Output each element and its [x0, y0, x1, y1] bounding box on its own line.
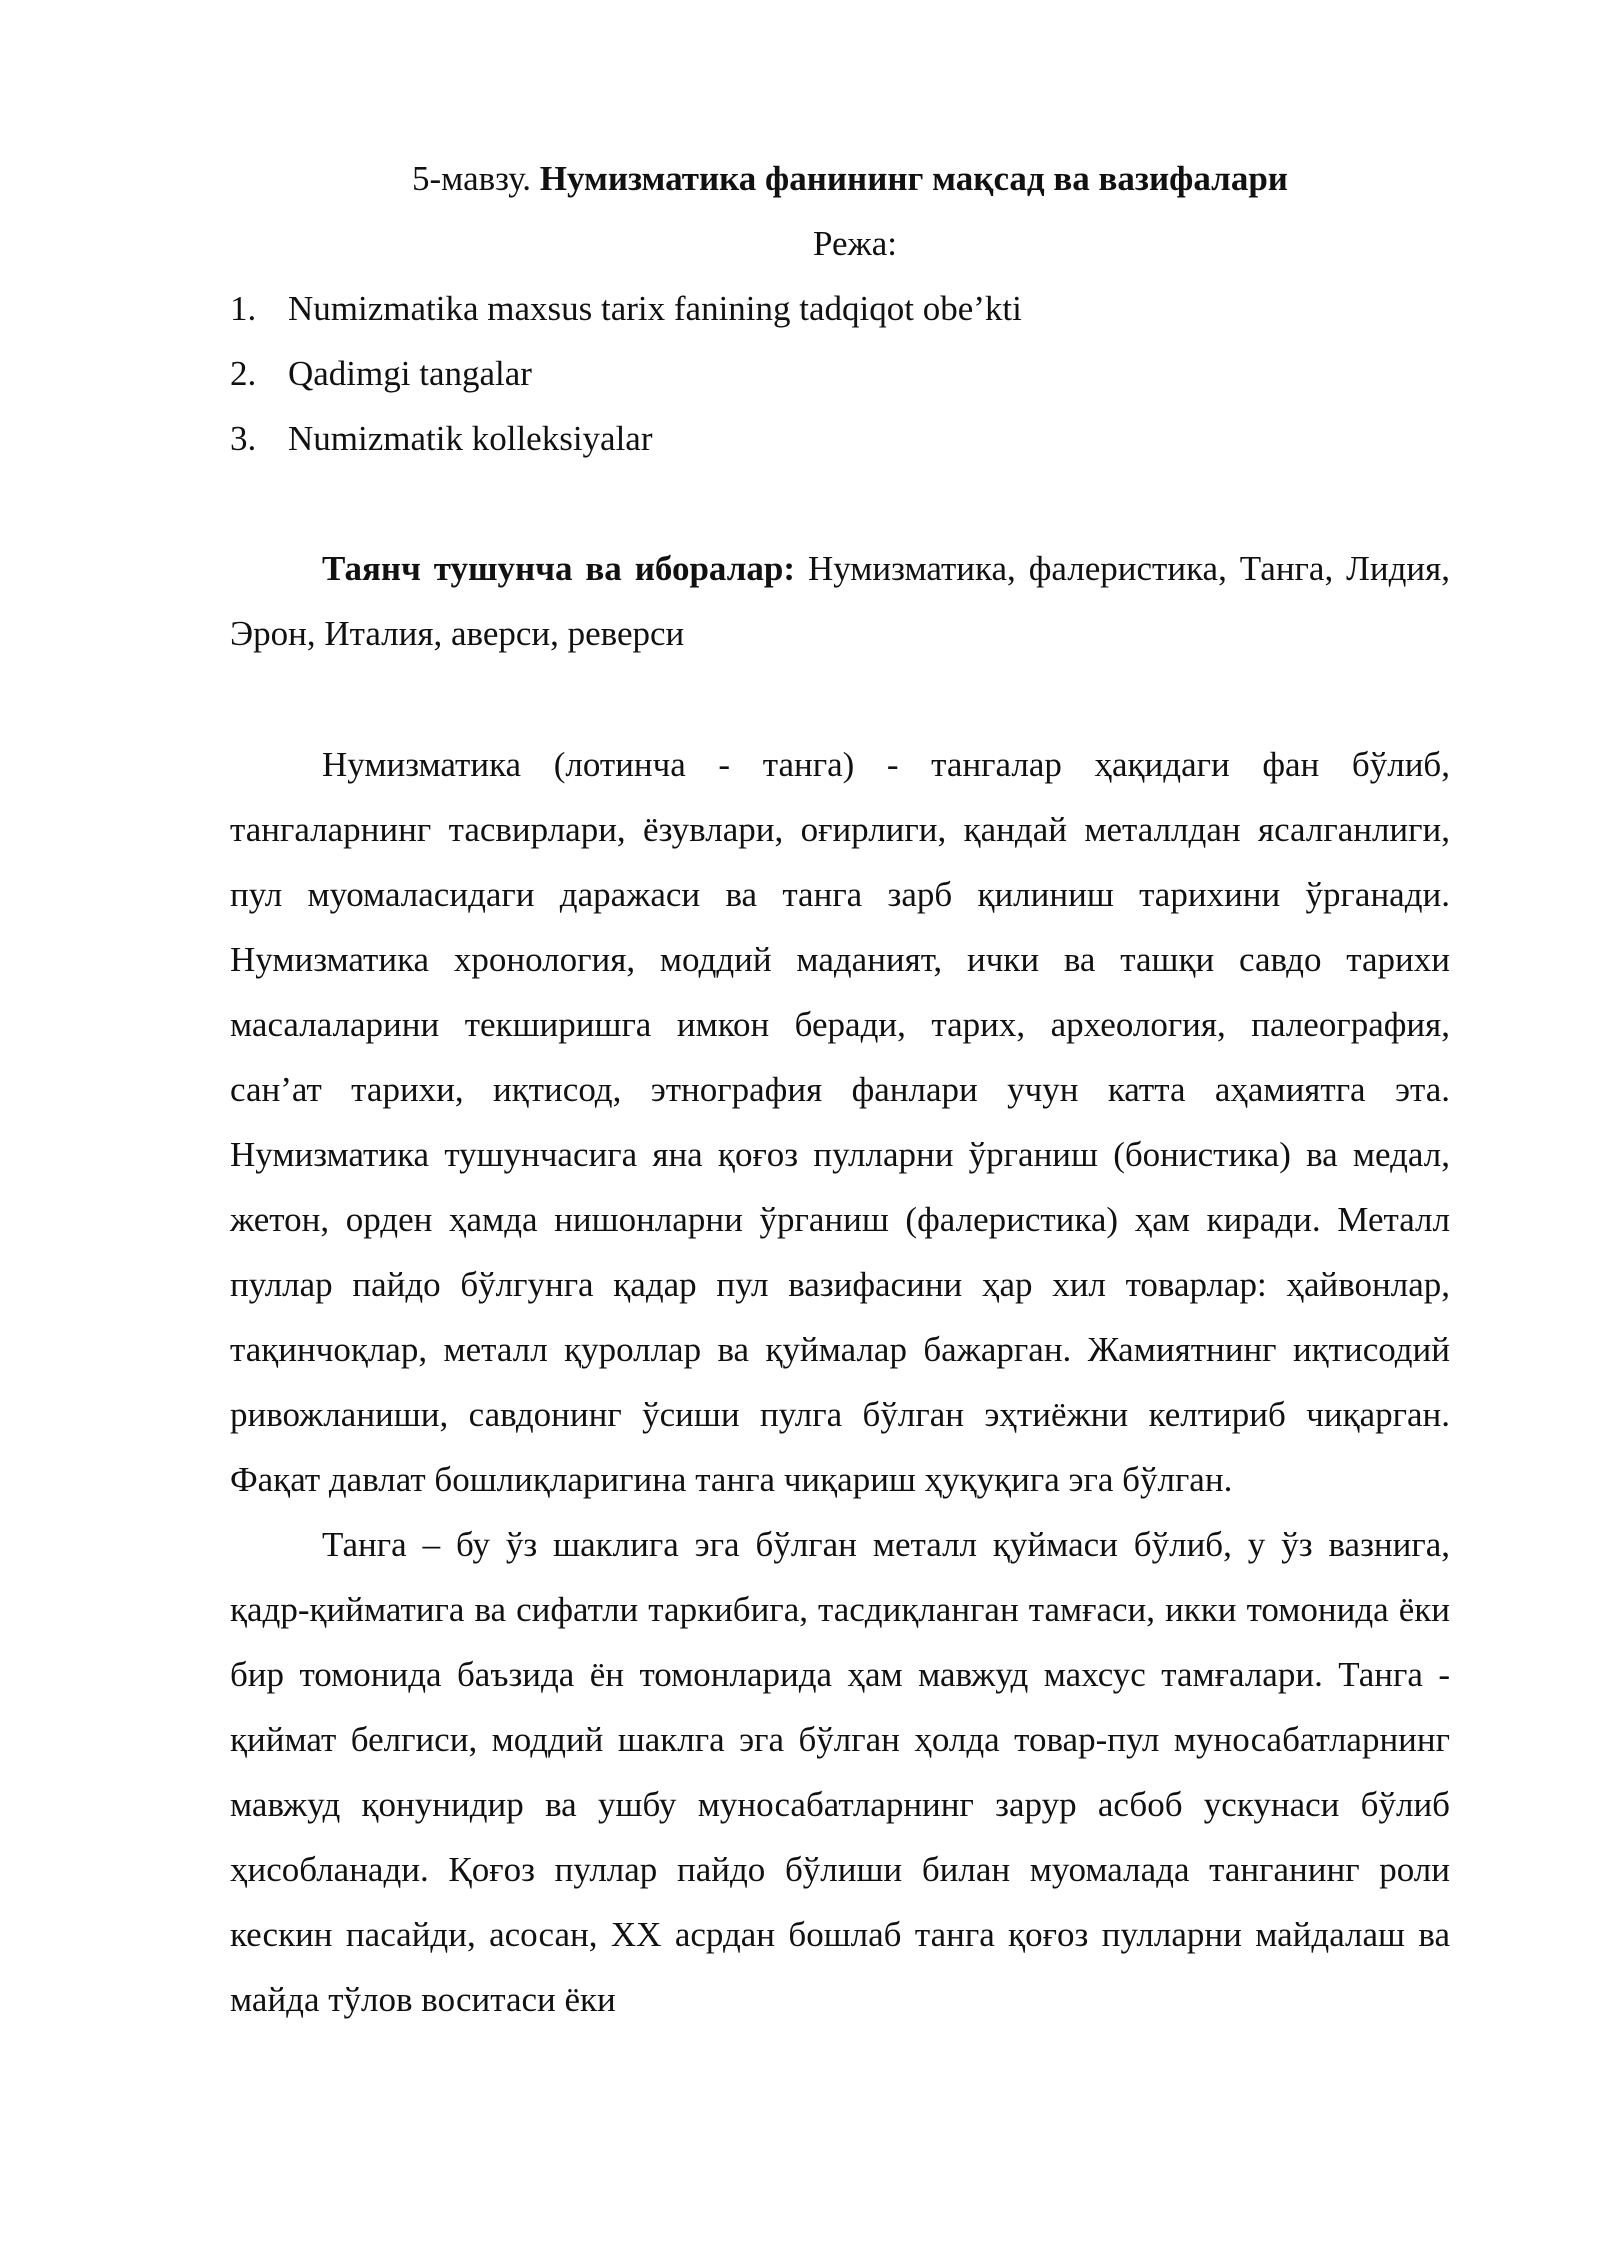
plan-item-text: Numizmatik kolleksiyalar	[288, 419, 653, 458]
topic-title	[230, 146, 1450, 211]
plan-item-number: 1.	[230, 289, 257, 328]
plan-list	[230, 276, 1450, 471]
plan-list-item	[230, 341, 1450, 406]
document-body	[230, 146, 1450, 2032]
topic-title-bold: Нумизматика фанининг мақсад ва вазифалари	[539, 159, 1288, 198]
plan-item-number: 2.	[230, 354, 257, 393]
plan-item-text: Qadimgi tangalar	[288, 354, 532, 393]
blank-line	[230, 471, 1450, 536]
body-paragraph-1: Нумизматика (лотинча - танга) - тангалар ҳақидаги фан бўлиб, тангаларнинг тасвирлари, ёзувлари, оғирлиги, қандай металлдан ясалганлиги, пул муомаласидаги даражаси ва танга зарб қилиниш тарихини ўрганади. Нумизматика хронология, моддий маданият, ички ва ташқи савдо тарихи масалаларини текширишга имкон беради, тарих, археология, палеография, сан’ат тарихи, иқтисод, этнография фанлари учун катта аҳамиятга эта. Нумизматика тушунчасига яна қоғоз пулларни ўрганиш (бонистика) ва медал, жетон, орден ҳамда нишонларни ўрганиш (фалеристика) ҳам киради. Металл пуллар пайдо бўлгунга қадар пул вазифасини ҳар хил товарлар: ҳайвонлар, тақинчоқлар, металл қуроллар ва қуймалар бажарган. Жамиятнинг иқтисодий ривожланиши, савдонинг ўсиши пулга бўлган эҳтиёжни келтириб чиқарган. Фақат давлат бошлиқларигина танга чиқариш ҳуқуқига эга бўлган.	[230, 745, 1450, 1499]
plan-list-item	[230, 276, 1450, 341]
plan-item-number: 3.	[230, 419, 257, 458]
plan-list-item	[230, 406, 1450, 471]
keywords-label: Таянч тушунча ва иборалар:	[322, 549, 795, 588]
body-paragraph-2: Танга – бу ўз шаклига эга бўлган металл қуймаси бўлиб, у ўз вазнига, қадр-қийматига ва сифатли таркибига, тасдиқланган тамғаси, икки томонида ёки бир томонида баъзида ён томонларида ҳам мавжуд махсус тамғалари. Танга - қиймат белгиси, моддий шаклга эга бўлган ҳолда товар-пул муносабатларнинг мавжуд қонунидир ва ушбу муносабатларнинг зарур асбоб ускунаси бўлиб ҳисобланади. Қоғоз пуллар пайдо бўлиши билан муомалада танганинг роли кескин пасайди, асосан, XX асрдан бошлаб танга қоғоз пулларни майдалаш ва майда тўлов воситаси ёки	[230, 1525, 1450, 2019]
topic-number: 5-мавзу.	[412, 159, 531, 198]
plan-heading: Режа:	[813, 224, 897, 263]
keywords-paragraph	[230, 536, 1450, 666]
plan-item-text: Numizmatika maxsus tarix fanining tadqiqot obe’kti	[288, 289, 1022, 328]
blank-line	[230, 666, 1450, 732]
keywords-text: Нумизматика, фалеристика, Танга, Лидия, Эрон, Италия, аверси, реверси	[230, 549, 1450, 653]
